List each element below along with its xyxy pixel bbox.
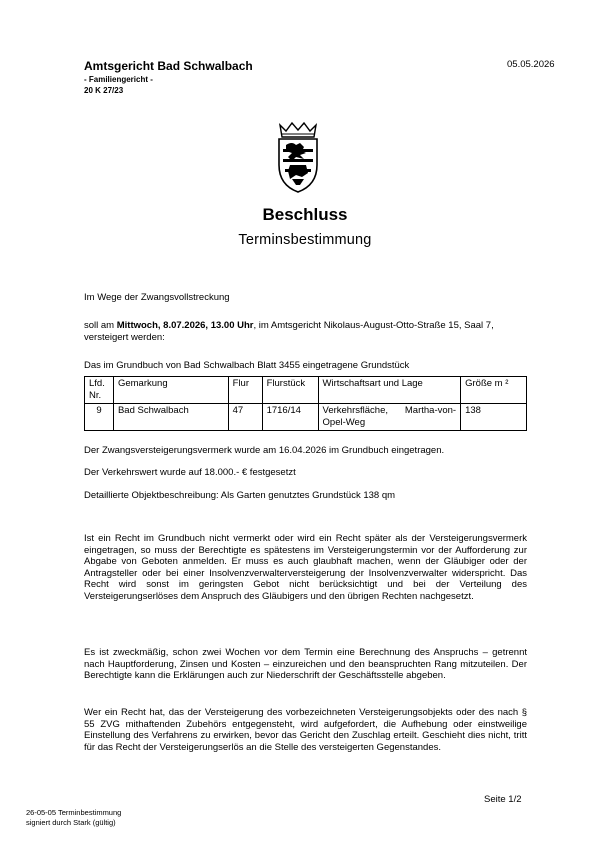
cell-groesse: 138 (461, 404, 527, 431)
auction-schedule (84, 320, 527, 343)
document-date: 05.05.2026 (507, 59, 555, 70)
intro-text: Im Wege der Zwangsvollstreckung (84, 292, 230, 303)
footer-signature: signiert durch Stark (gültig) (26, 818, 116, 827)
schedule-prefix: soll am (84, 320, 117, 331)
legal-notice-paragraph: Es ist zweckmäßig, schon zwei Wochen vor dem Termin eine Berechnung des Anspruchs – getrennt nach Hauptforderung, Zinsen und Kosten – einzureichen und den beanspruchten Rang mitzuteilen. Der Berechtigte kann die Erklärungen auch zur Niederschrift der Geschäftsstelle abgeben. (84, 647, 527, 681)
legal-notice-paragraph: Wer ein Recht hat, das der Versteigerung des vorbezeichneten Versteigerungsobjekts oder des nach § 55 ZVG mithaftenden Zubehörs entgegensteht, wird aufgefordert, die Aufhebung oder einstweilige Einstellung des Verfahrens zu erwirken, bevor das Gericht den Zuschlag erteilt. Geschieht dies nicht, tritt für das Recht der Versteigerungserlös an die Stelle des versteigerten Gegenstandes. (84, 707, 527, 753)
header-flurstueck: Flurstück (262, 377, 318, 404)
hesse-coat-of-arms-icon (276, 121, 320, 193)
header-wirtschaftsart: Wirtschaftsart und Lage (318, 377, 461, 404)
header-gemarkung: Gemarkung (113, 377, 228, 404)
cell-flur: 47 (228, 404, 262, 431)
plot-table-header (85, 377, 527, 404)
court-name: Amtsgericht Bad Schwalbach (84, 59, 253, 73)
court-department: - Familiengericht - (84, 75, 153, 84)
header-groesse: Größe m ² (461, 377, 527, 404)
cell-gemarkung: Bad Schwalbach (113, 404, 228, 431)
page-number: Seite 1/2 (484, 794, 522, 805)
auction-datetime: Mittwoch, 8.07.2026, 13.00 Uhr (116, 320, 254, 331)
objektbeschreibung-text: Detaillierte Objektbeschreibung: Als Garten genutztes Grundstück 138 qm (84, 490, 396, 501)
cell-flurstueck: 1716/14 (262, 404, 318, 431)
table-row (85, 404, 527, 431)
verkehrswert-text: Der Verkehrswert wurde auf 18.000.- € festgesetzt (84, 467, 296, 478)
plot-intro: Das im Grundbuch von Bad Schwalbach Blatt 3455 eingetragene Grundstück (84, 360, 410, 371)
footer-document-name: 26-05-05 Terminbestimmung (26, 808, 122, 817)
plot-table (84, 376, 527, 431)
cell-wirtschaftsart: Verkehrsfläche, Martha-von-Opel-Weg (318, 404, 461, 431)
document-title: Beschluss (262, 205, 348, 224)
header-lfd-nr: Lfd. Nr. (85, 377, 114, 404)
vermerk-text: Der Zwangsversteigerungsvermerk wurde am 16.04.2026 im Grundbuch eingetragen. (84, 445, 445, 456)
header-flur: Flur (228, 377, 262, 404)
case-number: 20 K 27/23 (84, 86, 124, 95)
cell-lfd-nr: 9 (85, 404, 114, 431)
legal-notice-paragraph: Ist ein Recht im Grundbuch nicht vermerkt oder wird ein Recht später als der Versteigerungsvermerk eingetragen, so muss der Berechtigte es spätestens im Versteigerungstermin vor der Aufforderung zur Abgabe von Geboten anmelden. Er muss es auch glaubhaft machen, wenn der Gläubiger oder der Antragsteller oder bei einer Insolvenzverwalterversteigerung der Insolvenzverwalter widerspricht. Das Recht wird sonst im geringsten Gebot nicht berücksichtigt und bei der Verteilung des Versteigerungserlöses dem Anspruch des Gläubigers und den übrigen Rechten nachgesetzt. (84, 533, 527, 602)
schedule-suffix: , im Amtsgericht Nikolaus-August-Otto-Straße 15, Saal 7, versteigert werden: (84, 320, 494, 343)
document-subtitle: Terminsbestimmung (238, 232, 372, 248)
